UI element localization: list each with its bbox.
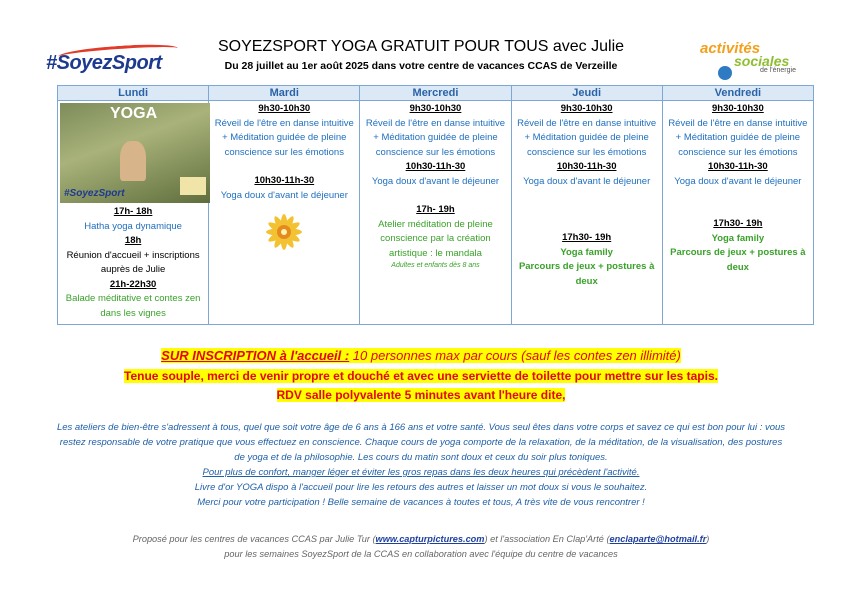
meeting-point-text: RDV salle polyvalente 5 minutes avant l'heure dite, xyxy=(276,388,566,402)
activity: Réveil de l'être en danse intuitive xyxy=(214,117,354,129)
activites-sociales-logo xyxy=(700,40,810,74)
info-p4: Merci pour votre participation ! Belle semaine de vacances à toutes et tous, A très vite de vous rencontrer ! xyxy=(197,497,645,508)
time-slot: 10h30-11h-30 xyxy=(708,161,768,172)
activity: + Méditation guidée de pleine conscience sur les émotions xyxy=(675,132,801,158)
time-slot: 18h xyxy=(124,235,142,246)
mandala-icon xyxy=(261,209,307,255)
activity: Parcours de jeux + postures à deux xyxy=(518,261,655,287)
activity: + Méditation guidée de pleine conscience sur les émotions xyxy=(373,132,498,158)
day-header-mercredi: Mercredi xyxy=(360,86,511,101)
activity: Atelier méditation de pleine conscience par la création artistique : le mandala xyxy=(378,218,493,259)
activity: Yoga doux d'avant le déjeuner xyxy=(674,175,802,187)
time-slot: 9h30-10h30 xyxy=(711,103,764,114)
info-p1: Les ateliers de bien-être s'adressent à tous, quel que soit votre âge de 6 ans à 166 ans et votre santé. Vous seul êtes dans votre corps et savez ce qui est bon pour lui : vous restez responsable de votre pratique que vous effectuez en conscience. Chaque cours de yoga comporte de la relaxation, de la méditation, de la visualisation, des postures de yoga et de la philosophie. Les cours du matin sont doux et ceux du soir plus toniques. xyxy=(56,422,786,463)
activity: Yoga doux d'avant le déjeuner xyxy=(220,189,348,201)
time-slot: 21h-22h30 xyxy=(109,278,157,290)
registration-notice-detail: 10 personnes max par cours (sauf les contes zen illimité) xyxy=(349,348,681,363)
photo-tag: #SoyezSport xyxy=(64,187,125,199)
activity: Yoga doux d'avant le déjeuner xyxy=(371,175,500,187)
cell-jeudi xyxy=(511,101,662,325)
enclaparte-email-link[interactable]: enclaparte@hotmail.fr xyxy=(609,534,707,544)
day-header-mardi: Mardi xyxy=(209,86,360,101)
cell-lundi xyxy=(58,101,209,325)
activity-note: Adultes et enfants dès 8 ans xyxy=(391,262,480,269)
activity: + Méditation guidée de pleine conscience sur les émotions xyxy=(222,132,347,158)
activity: Réveil de l'être en danse intuitive xyxy=(517,117,657,129)
activity: Réveil de l'être en danse intuitive xyxy=(668,117,808,129)
logo-line1: activités xyxy=(700,40,761,57)
activity: Hatha yoga dynamique xyxy=(84,220,182,232)
schedule-table xyxy=(57,85,814,325)
day-header-lundi: Lundi xyxy=(58,86,209,101)
page-title: SOYEZSPORT YOGA GRATUIT POUR TOUS avec Julie xyxy=(217,38,625,55)
time-slot: 17h- 19h xyxy=(416,204,455,215)
registration-notice-bold: SUR INSCRIPTION à l'accueil : xyxy=(161,348,350,363)
logo-text: #SoyezSport xyxy=(46,52,162,74)
footer-text: ) et l'association En Clap'Arté ( xyxy=(484,534,610,544)
registration-notice xyxy=(0,348,842,363)
yoga-photo xyxy=(60,103,210,203)
time-slot: 17h30- 19h xyxy=(713,218,763,229)
activity: Balade méditative et contes zen dans les vignes xyxy=(65,293,201,319)
cell-mercredi xyxy=(360,101,511,325)
time-slot: 10h30-11h-30 xyxy=(254,175,315,186)
photo-badge xyxy=(180,177,206,195)
logo-line3: de l'énergie xyxy=(760,67,796,74)
capturpictures-link[interactable]: www.capturpictures.com xyxy=(375,534,485,544)
time-slot: 9h30-10h30 xyxy=(560,103,613,114)
meditating-person-figure xyxy=(120,141,146,181)
cell-mardi xyxy=(209,101,360,325)
time-slot: 17h30- 19h xyxy=(562,232,612,243)
time-slot: 9h30-10h30 xyxy=(258,103,311,114)
logo-line2: sociales xyxy=(734,53,790,69)
footer-text: ) xyxy=(706,534,710,544)
time-slot: 9h30-10h30 xyxy=(409,103,462,114)
meeting-point-notice xyxy=(0,388,842,402)
activity: Parcours de jeux + postures à deux xyxy=(670,247,806,273)
footer-line2: pour les semaines SoyezSport de la CCAS en collaboration avec l'équipe du centre de vacances xyxy=(224,549,618,559)
ccas-badge-icon xyxy=(718,66,732,80)
dress-code-notice xyxy=(0,369,842,383)
day-header-vendredi: Vendredi xyxy=(662,86,813,101)
time-slot: 17h- 18h xyxy=(113,206,153,217)
photo-title: YOGA xyxy=(110,105,158,122)
info-p2: Pour plus de confort, manger léger et éviter les gros repas dans les deux heures qui précèdent l'activité. xyxy=(202,467,640,478)
activity: Yoga family xyxy=(711,232,765,244)
activity: Yoga doux d'avant le déjeuner xyxy=(523,175,651,187)
activity: Réveil de l'être en danse intuitive xyxy=(365,117,506,129)
time-slot: 10h30-11h-30 xyxy=(556,161,617,172)
info-p3: Livre d'or YOGA dispo à l'accueil pour lire les retours des autres et laisser un mot doux si vous le souhaitez. xyxy=(194,482,648,493)
page-subtitle: Du 28 juillet au 1er août 2025 dans votre centre de vacances CCAS de Verzeille xyxy=(224,60,618,72)
cell-vendredi xyxy=(662,101,813,325)
day-header-jeudi: Jeudi xyxy=(511,86,662,101)
activity: Réunion d'accueil + inscriptions auprès de Julie xyxy=(66,249,200,275)
footer xyxy=(0,532,842,562)
activity: + Méditation guidée de pleine conscience sur les émotions xyxy=(524,132,649,158)
activity: Yoga family xyxy=(560,246,613,258)
dress-code-text: Tenue souple, merci de venir propre et douché et avec une serviette de toilette pour mettre sur les tapis. xyxy=(124,369,718,383)
info-paragraph xyxy=(56,420,786,510)
time-slot: 10h30-11h-30 xyxy=(405,161,466,172)
footer-text: Proposé pour les centres de vacances CCAS par Julie Tur ( xyxy=(132,534,376,544)
